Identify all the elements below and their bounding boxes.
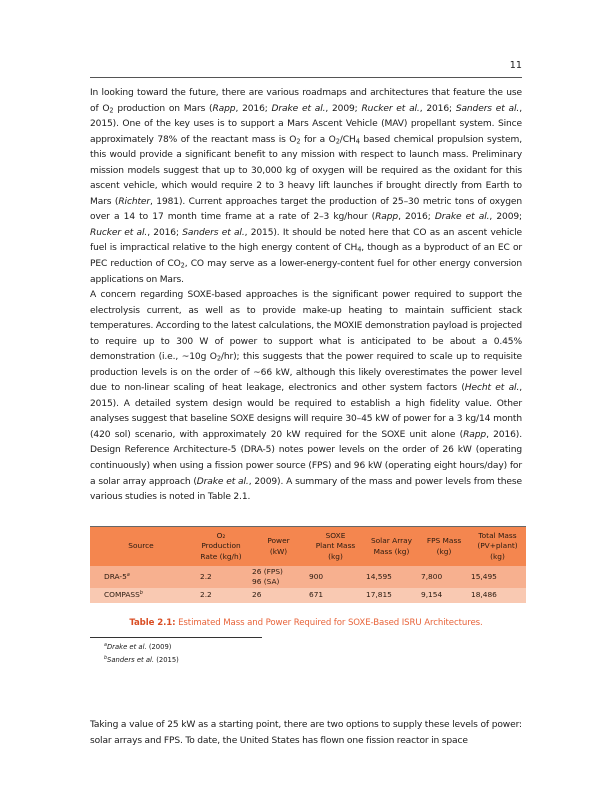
- table-row: [90, 588, 526, 603]
- cell-soxe-mass: 900: [307, 566, 364, 588]
- header-total-mass: Total Mass (PV+plant) (kg): [469, 527, 526, 566]
- header-power: Power (kW): [250, 527, 307, 566]
- cell-solar-mass: 17,815: [364, 588, 419, 603]
- footnote-a: $^a$Drake et al. (2009): [104, 643, 172, 651]
- cell-fps-mass: 7,800: [419, 566, 469, 588]
- footnote-b: $^b$Sanders et al. (2015): [104, 656, 179, 664]
- footnote-rule: [90, 637, 262, 638]
- paragraph-future-roadmaps: In looking toward the future, there are various roadmaps and architectures that feature the use of $O_2$ production on Mars (Rapp, 2016; Drake et al., 2009; Rucker et al., 2016; Sanders et al., 2015). One of the key uses is to support a Mars Ascent Vehicle (MAV) propellant system. Since approximately 78% of the reactant mass is $O_2$ for a $O_2/CH_4$ based chemical propulsion system, this would provide a significant benefit to any mission with respect to launch mass. Preliminary mission models suggest that up to 30,000 kg of oxygen will be required as the oxidant for this ascent vehicle, which would require 2 to 3 heavy lift launches if brought directly from Earth to Mars (Richter, 1981). Current approaches target the production of 25–30 metric tons of oxygen over a 14 to 17 month time frame at a rate of 2–3 kg/hour (Rapp, 2016; Drake et al., 2009; Rucker et al., 2016; Sanders et al., 2015). It should be noted here that CO as an ascent vehicle fuel is impractical relative to the high energy content of $CH_4$, though as a byproduct of an EC or PEC reduction of $CO_2$, CO may serve as a lower-energy-content fuel for other energy conversion applications on Mars.: [90, 88, 523, 285]
- cell-soxe-mass: 671: [307, 588, 364, 603]
- cell-power: 26 (FPS) 96 (SA): [250, 566, 307, 588]
- header-source: Source: [90, 527, 192, 566]
- header-soxe-mass: SOXE Plant Mass (kg): [307, 527, 364, 566]
- cell-fps-mass: 9,154: [419, 588, 469, 603]
- header-rule: [90, 77, 522, 78]
- caption-label: Table 2.1:: [129, 618, 176, 628]
- cell-rate: 2.2: [192, 588, 250, 603]
- caption-text: Estimated Mass and Power Required for SOXE-Based ISRU Architectures.: [175, 618, 483, 628]
- cell-power: 26: [250, 588, 307, 603]
- table-caption: [90, 618, 522, 628]
- cell-source: COMPASS$^b$: [90, 588, 192, 603]
- cell-rate: 2.2: [192, 566, 250, 588]
- table-header-row: [90, 527, 526, 566]
- mass-power-table: [90, 527, 526, 603]
- page-number: 11: [509, 60, 522, 71]
- header-o2-rate: O₂ Production Rate (kg/h): [192, 527, 250, 566]
- cell-total-mass: 18,486: [469, 588, 526, 603]
- header-fps-mass: FPS Mass (kg): [419, 527, 469, 566]
- table-row: [90, 566, 526, 588]
- header-solar-mass: Solar Array Mass (kg): [364, 527, 419, 566]
- cell-total-mass: 15,495: [469, 566, 526, 588]
- mass-power-table-container: [90, 526, 526, 603]
- paragraph-power-concern: A concern regarding SOXE-based approaches is the significant power required to support the electrolysis current, as well as to provide make-up heating to maintain sufficient stack temperatures. According to the latest calculations, the MOXIE demonstration payload is projected to require up to 300 W of power to support what is anticipated to be about a 0.45% demonstration (i.e., ~10g $O_2/hr$); this suggests that the power required to scale up to requisite production levels is on the order of ~66 kW, although this likely overestimates the power level due to non-linear scaling of heat leakage, electronics and other system factors (Hecht et al., 2015). A detailed system design would be required to establish a high fidelity value. Other analyses suggest that baseline SOXE designs will require 30–45 kW of power for a 3 kg/14 month (420 sol) scenario, with approximately 20 kW required for the SOXE unit alone (Rapp, 2016). Design Reference Architecture-5 (DRA-5) notes power levels on the order of 26 kW (operating continuously) when using a fission power source (FPS) and 96 kW (operating eight hours/day) for a solar array approach (Drake et al., 2009). A summary of the mass and power levels from these various studies is noted in Table 2.1.: [90, 290, 523, 503]
- cell-solar-mass: 14,595: [364, 566, 419, 588]
- paragraph-power-options: Taking a value of 25 kW as a starting point, there are two options to supply these levels of power: solar arrays and FPS. To date, the United States has flown one fission reactor in space: [90, 720, 522, 746]
- cell-source: DRA-5$^a$: [90, 566, 192, 588]
